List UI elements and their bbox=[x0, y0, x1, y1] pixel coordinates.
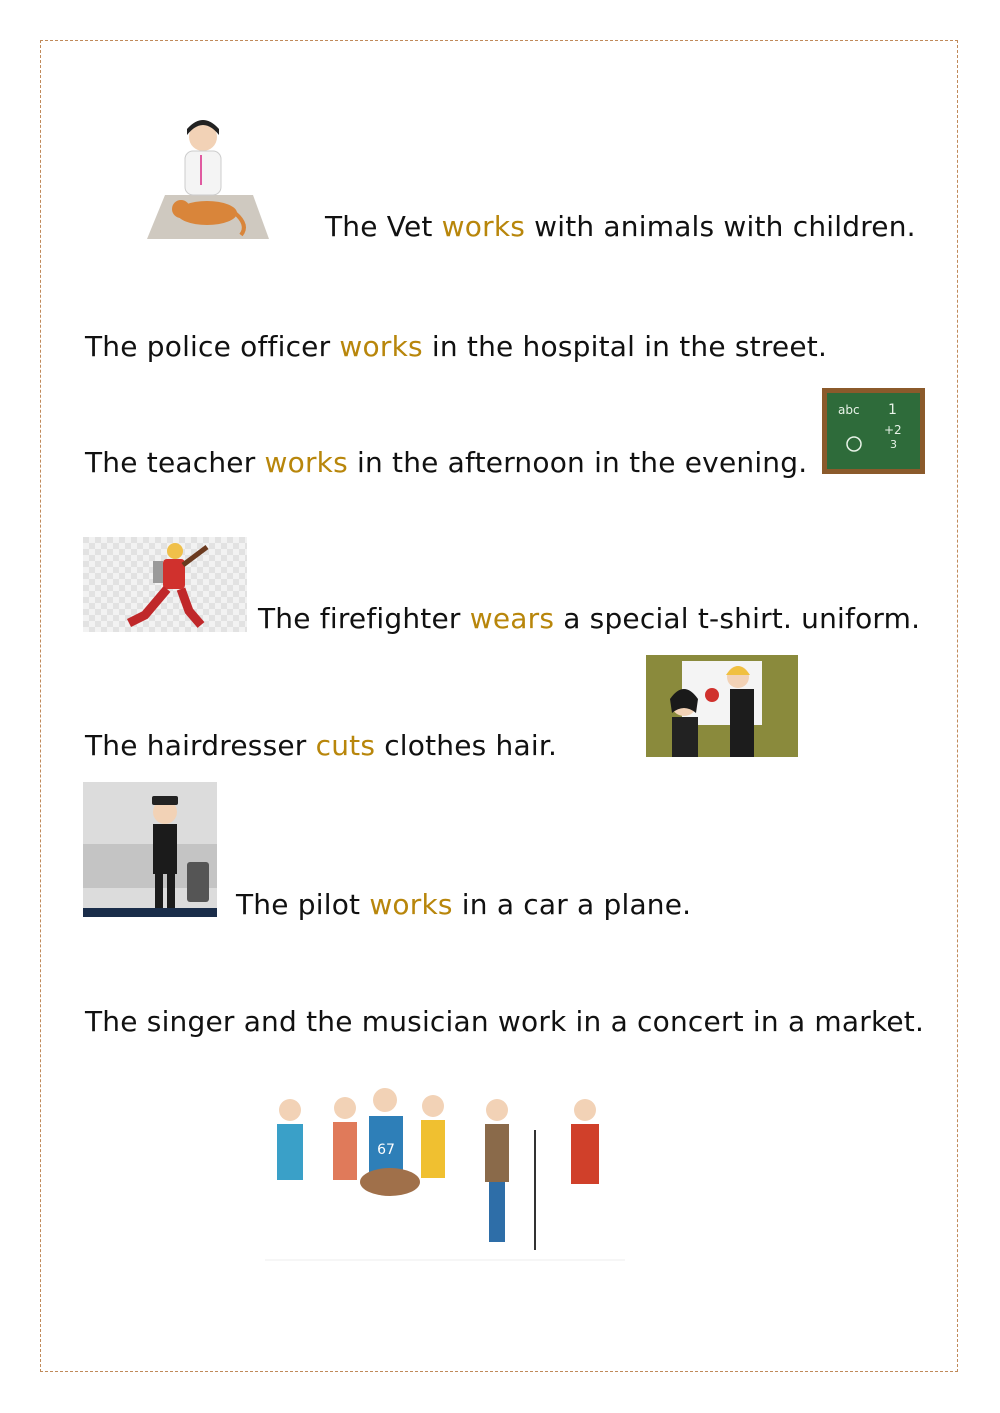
firefighter-illustration bbox=[83, 537, 247, 632]
svg-text:3: 3 bbox=[890, 438, 897, 451]
sentence-firefighter: The firefighter wears a special t-shirt. uniform. bbox=[258, 602, 921, 635]
chalkboard-illustration bbox=[822, 388, 925, 474]
sentence-pilot: The pilot works in a car a plane. bbox=[236, 888, 692, 921]
svg-text:abc: abc bbox=[838, 403, 860, 417]
svg-text:+2: +2 bbox=[884, 423, 902, 437]
sentence-police-officer: The police officer works in the hospital in the street. bbox=[85, 330, 828, 363]
svg-text:67: 67 bbox=[377, 1142, 395, 1158]
band-illustration bbox=[245, 1070, 635, 1280]
hairdresser-illustration bbox=[646, 655, 798, 757]
vet-illustration bbox=[145, 115, 270, 240]
svg-text:1: 1 bbox=[888, 402, 897, 418]
sentence-vet: The Vet works with animals with children. bbox=[325, 210, 916, 243]
sentence-hairdresser: The hairdresser cuts clothes hair. bbox=[85, 729, 558, 762]
sentence-singer-musician: The singer and the musician work in a concert in a market. bbox=[85, 1005, 925, 1038]
sentence-teacher: The teacher works in the afternoon in the evening. bbox=[85, 446, 808, 479]
pilot-illustration bbox=[83, 782, 217, 917]
